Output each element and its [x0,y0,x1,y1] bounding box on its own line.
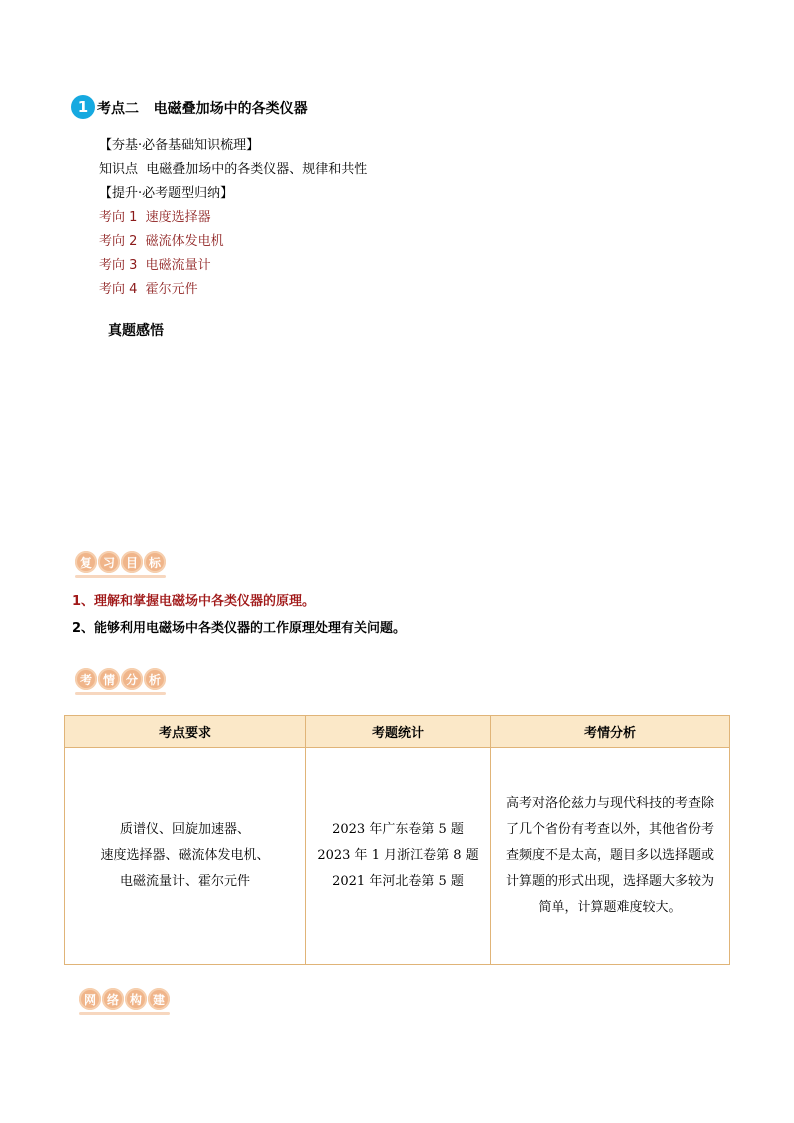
table-row [65,748,730,965]
requirement-line: 质谱仪、回旋加速器、 [119,822,250,837]
stat-line: 2023 年 1 月浙江卷第 8 题 [317,848,479,863]
goal-2: 2、能够利用电磁场中各类仪器的工作原理处理有关问题。 [72,621,407,636]
real-exam-heading: 真题感悟 [108,323,164,339]
statistics-cell [306,748,491,965]
analysis-line: 查频度不是太高，题目多以选择题或 [505,848,714,863]
review-goals-badge [75,551,166,578]
badge-char: 网 [79,988,101,1010]
badge-char: 考 [75,668,97,690]
header-requirements: 考点要求 [65,716,306,748]
analysis-cell [491,748,730,965]
badge-char: 复 [75,551,97,573]
section-title: 考点二 电磁叠加场中的各类仪器 [97,101,308,117]
exam-analysis-table [64,715,730,965]
header-analysis: 考情分析 [491,716,730,748]
requirements-cell [65,748,306,965]
toc-section-advanced[interactable]: 【提升·必考题型归纳】 [99,186,234,201]
badge-char: 络 [102,988,124,1010]
toc-section-basic[interactable]: 【夯基·必备基础知识梳理】 [99,138,260,153]
stat-line: 2023 年广东卷第 5 题 [332,822,464,837]
analysis-line: 计算题的形式出现，选择题大多较为 [505,874,714,889]
requirement-line: 速度选择器、磁流体发电机、 [100,848,270,863]
badge-char: 目 [121,551,143,573]
badge-char: 构 [125,988,147,1010]
analysis-line: 了几个省份有考查以外，其他省份考 [505,822,714,837]
toc-item-hall-element[interactable]: 考向 4 霍尔元件 [99,282,198,297]
badge-underline [79,1012,170,1015]
badge-char: 情 [98,668,120,690]
analysis-line: 高考对洛伦兹力与现代科技的考查除 [505,796,714,811]
goal-1: 1、理解和掌握电磁场中各类仪器的原理。 [72,594,316,609]
header-statistics: 考题统计 [306,716,491,748]
badge-underline [75,575,166,578]
badge-char: 标 [144,551,166,573]
toc-item-flowmeter[interactable]: 考向 3 电磁流量计 [99,258,211,273]
analysis-line: 简单，计算题难度较大。 [538,900,682,915]
badge-underline [75,692,166,695]
network-construction-badge [79,988,170,1015]
badge-char: 分 [121,668,143,690]
stat-line: 2021 年河北卷第 5 题 [332,874,464,889]
toc-item-mhd-generator[interactable]: 考向 2 磁流体发电机 [99,234,224,249]
toc-knowledge-point[interactable]: 知识点 电磁叠加场中的各类仪器、规律和共性 [99,162,368,177]
table-header-row [65,716,730,748]
badge-char: 析 [144,668,166,690]
toc-item-velocity-selector[interactable]: 考向 1 速度选择器 [99,210,211,225]
badge-char: 习 [98,551,120,573]
section-number-badge: 1 [71,95,95,119]
exam-analysis-badge [75,668,166,695]
badge-char: 建 [148,988,170,1010]
requirement-line: 电磁流量计、霍尔元件 [119,874,250,889]
